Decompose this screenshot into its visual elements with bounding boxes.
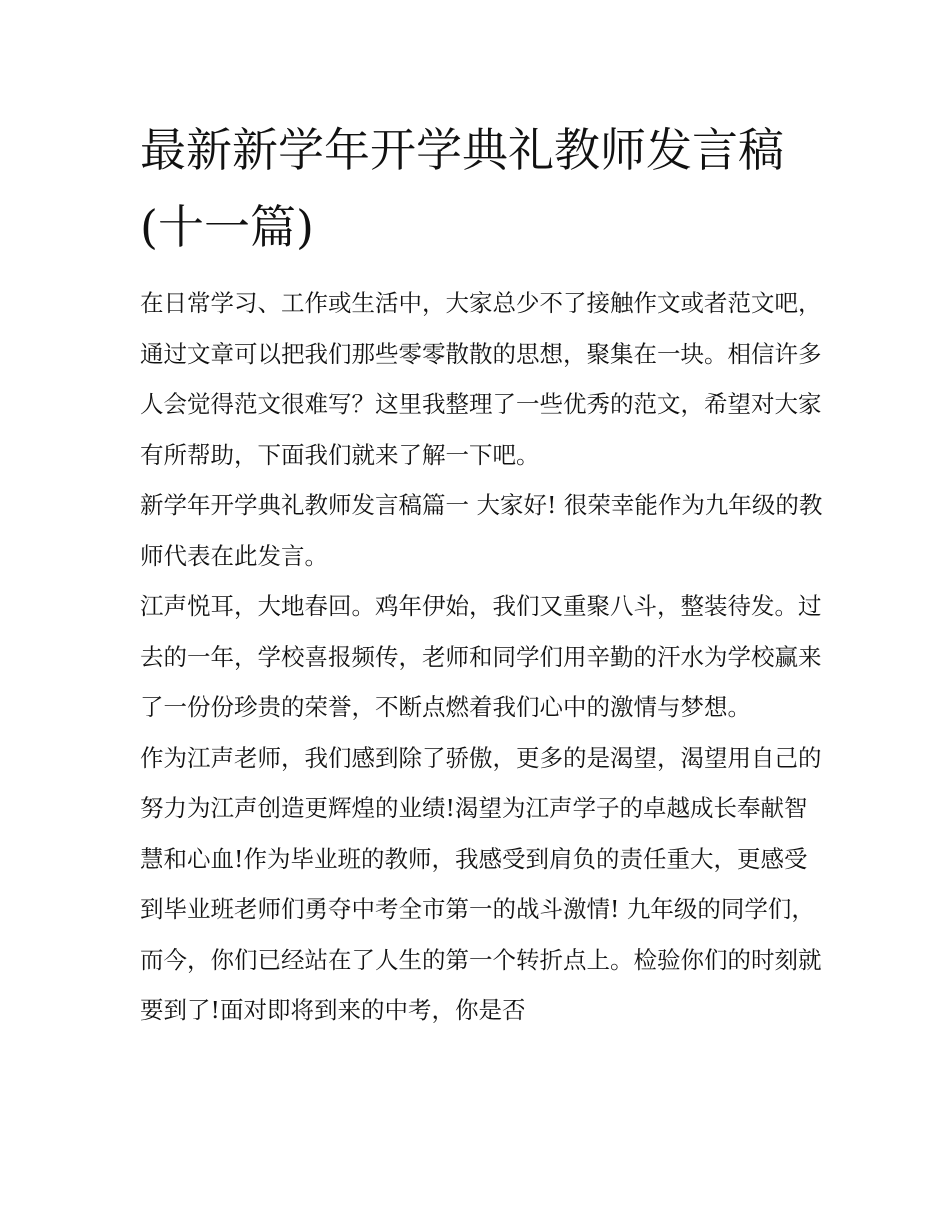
paragraph: 作为江声老师，我们感到除了骄傲，更多的是渴望，渴望用自己的努力为江声创造更辉煌的业绩!渴望为江声学子的卓越成长奉献智慧和心血!作为毕业班的教师，我感受到肩负的责任重大，更感受到毕业班老师们勇夺中考全市第一的战斗激情! 九年级的同学们，而今，你们已经站在了人生的第一个转折点上。检验你们的时刻就要到了!面对即将到来的中考，你是否 — [140, 743, 822, 1024]
paragraph: 在日常学习、工作或生活中，大家总少不了接触作文或者范文吧，通过文章可以把我们那些零零散散的思想，聚集在一块。相信许多人会觉得范文很难写？这里我整理了一些优秀的范文，希望对大家有所帮助，下面我们就来了解一下吧。 — [140, 289, 822, 469]
document-title: 最新新学年开学典礼教师发言稿(十一篇) — [140, 123, 784, 254]
document-body — [140, 278, 830, 1036]
paragraph: 新学年开学典礼教师发言稿篇一 大家好! 很荣幸能作为九年级的教师代表在此发言。 — [140, 491, 823, 570]
paragraph: 江声悦耳，大地春回。鸡年伊始，我们又重聚八斗，整装待发。过去的一年，学校喜报频传，老师和同学们用辛勤的汗水为学校赢来了一份份珍贵的荣誉，不断点燃着我们心中的激情与梦想。 — [140, 592, 822, 721]
